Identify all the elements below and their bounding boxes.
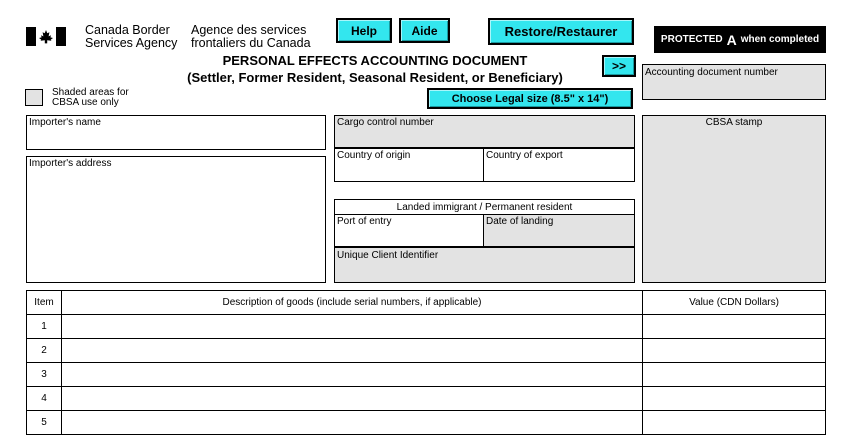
value-cell[interactable]	[643, 411, 826, 435]
agency-en-line2: Services Agency	[85, 36, 178, 50]
accounting-document-number-field	[642, 64, 826, 100]
table-row	[27, 411, 826, 435]
value-cell[interactable]	[643, 363, 826, 387]
table-row	[27, 339, 826, 363]
landed-immigrant-label: Landed immigrant / Permanent resident	[396, 202, 573, 213]
document-subtitle: (Settler, Former Resident, Seasonal Resident, or Beneficiary)	[187, 70, 563, 85]
protected-prefix: PROTECTED	[660, 34, 723, 45]
date-of-landing-label: Date of landing	[486, 216, 554, 227]
description-cell[interactable]	[62, 411, 643, 435]
help-button[interactable]: Help	[336, 18, 392, 43]
description-column-header: Description of goods (include serial numbers, if applicable)	[62, 291, 643, 315]
country-of-origin-field[interactable]	[334, 148, 484, 182]
shaded-legend-line2: CBSA use only	[52, 97, 119, 108]
goods-table-header	[27, 291, 826, 315]
importers-address-field[interactable]	[26, 156, 326, 283]
protected-suffix: when completed	[740, 34, 820, 45]
description-cell[interactable]	[62, 339, 643, 363]
country-of-export-field[interactable]	[483, 148, 635, 182]
protected-a-banner	[654, 26, 826, 53]
next-page-button[interactable]: >>	[602, 55, 636, 77]
accounting-document-number-label: Accounting document number	[645, 67, 778, 78]
value-cell[interactable]	[643, 339, 826, 363]
legal-size-button[interactable]: Choose Legal size (8.5" x 14")	[427, 88, 633, 109]
agency-name-english	[85, 24, 177, 50]
item-number: 1	[27, 315, 62, 339]
cargo-control-number-label: Cargo control number	[337, 117, 434, 128]
unique-client-identifier-label: Unique Client Identifier	[337, 250, 439, 261]
restore-button[interactable]: Restore/Restaurer	[488, 18, 634, 45]
country-of-export-label: Country of export	[486, 150, 563, 161]
port-of-entry-field[interactable]	[334, 214, 484, 247]
protected-letter: A	[726, 31, 737, 48]
table-row	[27, 387, 826, 411]
item-number: 3	[27, 363, 62, 387]
description-cell[interactable]	[62, 363, 643, 387]
document-title: PERSONAL EFFECTS ACCOUNTING DOCUMENT	[222, 53, 528, 68]
shaded-legend-line1: Shaded areas for	[52, 87, 129, 98]
item-number: 4	[27, 387, 62, 411]
agency-fr-line2: frontaliers du Canada	[191, 36, 311, 50]
table-row	[27, 363, 826, 387]
value-column-header: Value (CDN Dollars)	[643, 291, 826, 315]
country-of-origin-label: Country of origin	[337, 150, 411, 161]
agency-fr-line1: Agence des services	[191, 23, 307, 37]
item-column-header: Item	[27, 291, 62, 315]
table-row	[27, 315, 826, 339]
item-number: 5	[27, 411, 62, 435]
aide-button[interactable]: Aide	[399, 18, 450, 43]
cbsa-stamp-area	[642, 115, 826, 283]
port-of-entry-label: Port of entry	[337, 216, 392, 227]
goods-table	[26, 290, 826, 435]
importers-address-label: Importer's address	[29, 158, 112, 169]
value-cell[interactable]	[643, 387, 826, 411]
importers-name-field[interactable]	[26, 115, 326, 150]
agency-en-line1: Canada Border	[85, 23, 170, 37]
unique-client-identifier-field	[334, 247, 635, 283]
description-cell[interactable]	[62, 387, 643, 411]
shaded-legend-swatch	[25, 89, 43, 106]
item-number: 2	[27, 339, 62, 363]
value-cell[interactable]	[643, 315, 826, 339]
importers-name-label: Importer's name	[29, 117, 101, 128]
date-of-landing-field	[483, 214, 635, 247]
cargo-control-number-field	[334, 115, 635, 148]
description-cell[interactable]	[62, 315, 643, 339]
landed-immigrant-heading	[334, 199, 635, 215]
agency-name-french	[191, 24, 311, 50]
cbsa-stamp-label: CBSA stamp	[705, 117, 763, 128]
canada-flag-icon	[26, 27, 66, 46]
